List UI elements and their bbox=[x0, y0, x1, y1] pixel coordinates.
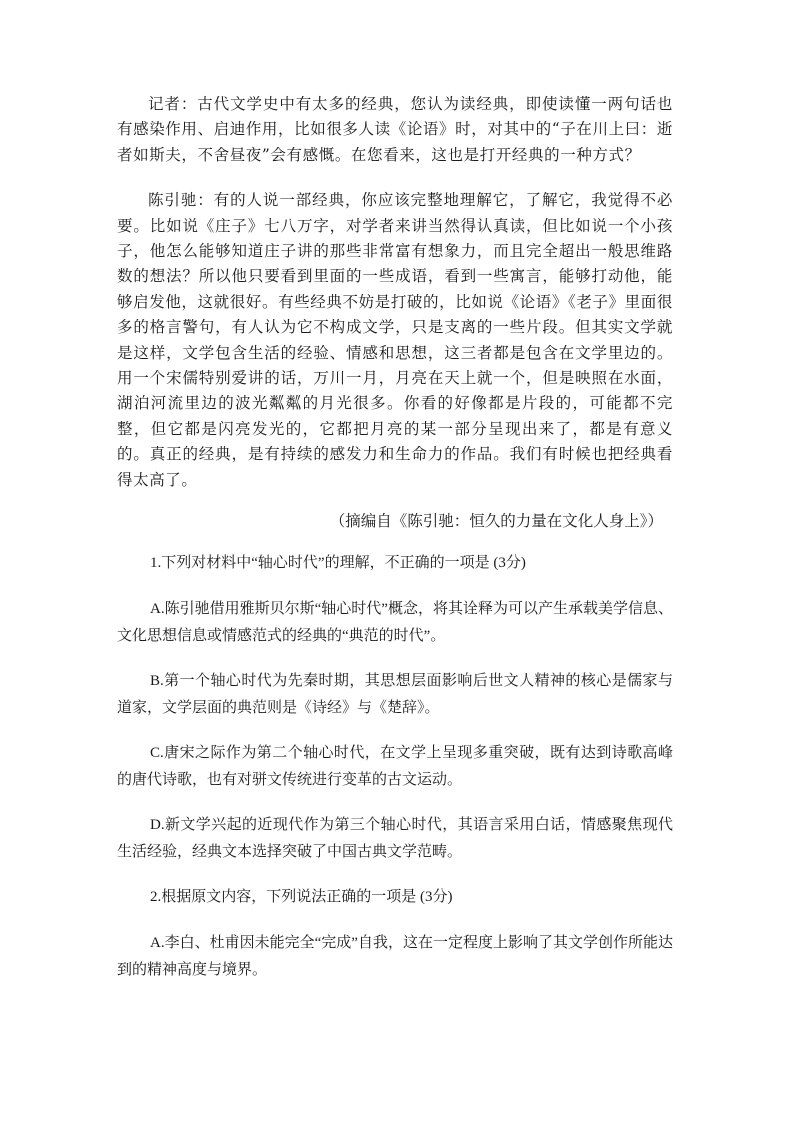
question-2-option-a: A.李白、杜甫因未能完全“完成”自我，这在一定程度上影响了其文学创作所能达到的精神高度与境界。 bbox=[117, 935, 673, 979]
question-1-option-d: D.新文学兴起的近现代作为第三个轴心时代，其语言采用白话，情感聚焦现代生活经验，经典文本选择突破了中国古典文学范畴。 bbox=[117, 817, 673, 861]
question-1-title: 1.下列对材料中“轴心时代”的理解，不正确的一项是 (3分) bbox=[150, 555, 526, 572]
chen-yinchi-answer-paragraph: 陈引驰：有的人说一部经典，你应该完整地理解它，了解它，我觉得不必要。比如说《庄子》七八万字，对学者来讲当然得认真读，但比如说一个小孩子，他怎么能够知道庄子讲的那些非常富有想象力，而且完全超出一般思维路数的想法？所以他只要看到里面的一些成语，看到一些寓言，能够打动他，能够启发他，这就很好。有些经典不妨是打破的，比如说《论语》《老子》里面很多的格言警句，有人认为它不构成文学，只是支离的一些片段。但其实文学就是这样，文学包含生活的经验、情感和思想，这三者都是包含在文学里边的。用一个宋儒特别爱讲的话，万川一月，月亮在天上就一个，但是映照在水面，湖泊河流里边的波光粼粼的月光很多。你看的好像都是片段的，可能都不完整，但它都是闪亮发光的，它都把月亮的某一部分呈现出来了，都是有意义的。真正的经典，是有持续的感发力和生命力的作品。我们有时候也把经典看得太高了。 bbox=[117, 191, 673, 489]
document-page bbox=[117, 92, 673, 1002]
question-1-option-b: B.第一个轴心时代为先秦时期，其思想层面影响后世文人精神的核心是儒家与道家，文学层面的典范则是《诗经》与《楚辞》。 bbox=[117, 673, 673, 717]
question-2-title: 2.根据原文内容，下列说法正确的一项是 (3分) bbox=[150, 889, 453, 906]
interviewer-question-paragraph: 记者：古代文学史中有太多的经典，您认为读经典，即使读懂一两句话也有感染作用、启迪作用，比如很多人读《论语》时，对其中的“子在川上曰：逝者如斯夫，不舍昼夜”会有感慨。在您看来，这也是打开经典的一种方式？ bbox=[117, 95, 673, 164]
source-citation: （摘编自《陈引驰：恒久的力量在文化人身上》） bbox=[329, 512, 663, 531]
question-1-option-c: C.唐宋之际作为第二个轴心时代，在文学上呈现多重突破，既有达到诗歌高峰的唐代诗歌，也有对骈文传统进行变革的古文运动。 bbox=[117, 745, 673, 789]
question-1-option-a: A.陈引驰借用雅斯贝尔斯“轴心时代”概念，将其诠释为可以产生承载美学信息、文化思想信息或情感范式的经典的“典范的时代”。 bbox=[117, 601, 673, 645]
